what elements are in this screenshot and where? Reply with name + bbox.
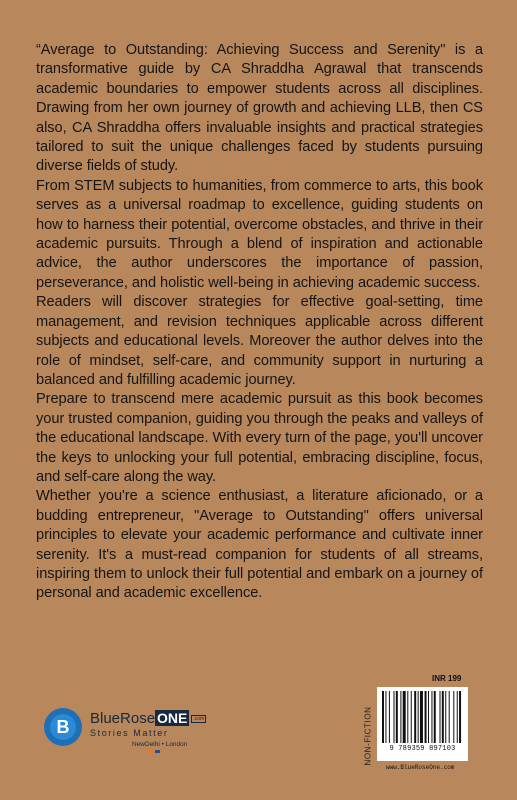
barcode-bar [394,691,395,743]
india-flag-icon [148,750,153,753]
barcode-bar [420,691,423,743]
barcode-bar [425,691,427,743]
bluerose-logo-icon: B [44,708,82,746]
price-label: INR 199 [432,674,462,683]
flag-icons [148,750,160,753]
barcode-bar [434,691,436,743]
barcode-bar [396,691,398,743]
barcode-graphic [382,691,463,743]
barcode-bar [411,691,412,743]
barcode-bar [382,691,384,743]
publisher-cities: NewDelhi • London [132,741,188,748]
barcode-bar [457,691,458,743]
blurb-paragraph: From STEM subjects to humanities, from commerce to arts, this book serves as a universal roadmap to excellence, guiding students on how to harness their potential, overcome obstacles, and thrive in their academic pursuits. Through a blend of inspiration and actionable advice, the author underscores the importance of passion, perseverance, and holistic well-being in achieving academic success. [36,177,483,291]
barcode-bar [442,691,444,743]
barcode-bar [440,691,441,743]
barcode-bar [403,691,406,743]
category-label: NON-FICTION [363,706,373,766]
back-cover-blurb [36,41,483,604]
barcode-bar [385,691,386,743]
uk-flag-icon [155,750,160,753]
publisher-name [90,710,206,727]
publisher-name-prefix: BlueRose [90,710,156,727]
isbn-number: 9 789359 897103 [389,745,456,753]
barcode-bar [449,691,450,743]
publisher-badge: .com [193,716,205,723]
publisher-tagline: Stories Matter [90,728,169,738]
publisher-website: www.BlueRoseOne.com [386,764,455,771]
blurb-paragraph: Readers will discover strategies for effective goal-setting, time management, and revision techniques applicable across different subjects and educational levels. Moreover the author delves into the role of mindset, self-care, and community support in nurturing a balanced and fulfilling academic journey. [36,294,483,388]
barcode-bar [459,691,461,743]
barcode-bar [428,691,429,743]
publisher-logo [44,708,234,764]
blurb-paragraph: Whether you're a science enthusiast, a literature aficionado, or a budding entrepreneur, "Average to Outstanding" offers universal principles to elevate your academic performance and cultivate inner serenity. It's a must-read companion for students of all streams, inspiring them to unlock their full potential and embark on a journey of personal and academic excellence. [36,488,483,602]
barcode-bar [453,691,454,743]
blurb-paragraph: “Average to Outstanding: Achieving Success and Serenity" is a transformative guide by CA Shraddha Agrawal that transcends academic boundaries to empower students across all disciplines. Drawing from her own journey of growth and achieving LLB, then CS also, CA Shraddha offers invaluable insights and practical strategies tailored to suit the unique challenges faced by students pursuing diverse fields of study. [36,42,483,175]
barcode-bar [431,691,432,743]
barcode-bar [389,691,390,743]
blurb-paragraph: Prepare to transcend mere academic pursuit as this book becomes your trusted companion, guiding you through the peaks and valleys of the educational landscape. With every turn of the page, you'll uncover the keys to unlocking your full potential, embracing discipline, focus, and self-care along the way. [36,391,483,485]
barcode-bar [445,691,446,743]
isbn-barcode [377,687,468,761]
barcode-bar [400,691,401,743]
barcode-bar [418,691,419,743]
barcode-bar [414,691,416,743]
publisher-name-suffix: ONE [157,710,188,726]
barcode-bar [407,691,408,743]
